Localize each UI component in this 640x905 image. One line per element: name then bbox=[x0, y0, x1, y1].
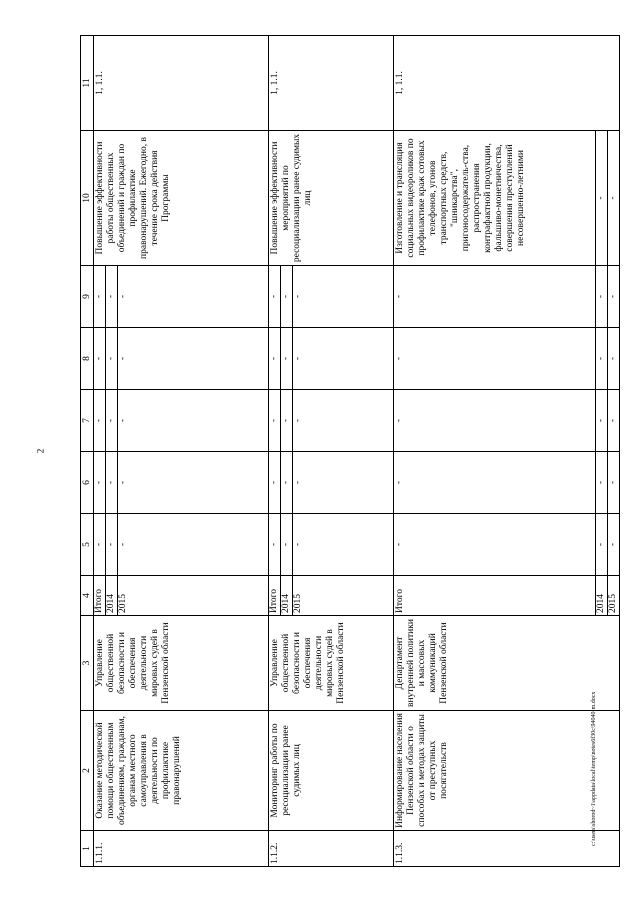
col-header-10: 10 bbox=[81, 131, 94, 266]
col-header-3: 3 bbox=[81, 616, 94, 711]
col-header-9: 9 bbox=[81, 266, 94, 328]
period-cell: Итого bbox=[395, 588, 405, 613]
value-cell: - bbox=[118, 480, 128, 485]
value-cell: - bbox=[293, 356, 303, 361]
table-row bbox=[94, 36, 269, 867]
value-cell: - bbox=[269, 390, 281, 451]
value-cell: - bbox=[394, 418, 404, 423]
value-cell: - bbox=[394, 356, 404, 361]
period-cell: 2014 bbox=[596, 576, 608, 615]
value-cell: - bbox=[106, 452, 118, 513]
expected-result: Повышение эффективности работы общественных объединений и граждан по профилактике правонарушений. Ежегодно, в течение срока действия Программы bbox=[94, 131, 269, 266]
expected-result: Повышение эффективности мероприятий по ресоциализации ранее судимых лиц bbox=[269, 131, 394, 266]
value-cell: - bbox=[94, 266, 106, 327]
value-cell: - bbox=[608, 356, 618, 361]
value-cell: - bbox=[596, 452, 608, 513]
rotated-table-sheet bbox=[80, 37, 620, 867]
value-cell: - bbox=[269, 452, 281, 513]
value-cell: - bbox=[596, 390, 608, 451]
value-cell: - bbox=[281, 452, 293, 513]
value-cell: - bbox=[596, 328, 608, 389]
value-cell: - bbox=[608, 418, 618, 423]
period-cell: 2014 bbox=[106, 576, 118, 615]
result-tail-cell: - bbox=[596, 131, 608, 265]
value-cell: - bbox=[94, 390, 106, 451]
value-cell: - bbox=[94, 514, 106, 575]
value-cell: - bbox=[106, 390, 118, 451]
value-cell: - bbox=[269, 514, 281, 575]
value-cell: - bbox=[596, 514, 608, 575]
value-cell: - bbox=[118, 418, 128, 423]
value-cell: - bbox=[608, 542, 618, 547]
period-cell: Итого bbox=[94, 576, 106, 615]
value-cell: - bbox=[281, 390, 293, 451]
executor: Управление общественной безопасности и обеспечения деятельности мировых судей в Пензенской области bbox=[94, 616, 269, 711]
value-cell: - bbox=[394, 294, 404, 299]
value-cell: - bbox=[293, 294, 303, 299]
value-cell: - bbox=[106, 266, 118, 327]
value-cell: - bbox=[106, 514, 118, 575]
page-number: 2 bbox=[35, 448, 46, 454]
period-cell: 2015 bbox=[118, 594, 128, 613]
col-header-11: 11 bbox=[81, 36, 94, 131]
footer-file-path: c:\users\shorod~1\appdata\local\temp\notes6f30c\94040-m.docx bbox=[591, 691, 597, 846]
program-activities-table bbox=[80, 35, 620, 867]
period-cell: Итого bbox=[269, 576, 281, 615]
activity-name: Оказание методической помощи общественным объединениям, гражданам, органам местного самоуправления в деятельности по профилактике правонарушений bbox=[94, 711, 269, 831]
table-row bbox=[394, 36, 620, 867]
expected-result: Изготовление и трансляция социальных видеороликов по профилактике краж сотовых телефонов, угонов транспортных средств, "шникарства", пригоносодержатель-ства, распространения контрафактной продукции, фальшиво-монетничества, совершения преступлений несовершенно-летними bbox=[395, 138, 526, 258]
col-header-5: 5 bbox=[81, 514, 94, 576]
col-header-6: 6 bbox=[81, 452, 94, 514]
period-cell: 2015 bbox=[608, 594, 618, 613]
value-cell: - bbox=[394, 542, 404, 547]
col-header-7: 7 bbox=[81, 390, 94, 452]
col-header-4: 4 bbox=[81, 576, 94, 616]
activity-name: Мониторинг работы по ресоциализации ранее судимых лиц bbox=[269, 711, 394, 831]
value-cell: - bbox=[394, 480, 404, 485]
value-cell: - bbox=[281, 266, 293, 327]
value-cell: - bbox=[269, 328, 281, 389]
value-cell: - bbox=[293, 480, 303, 485]
table-row bbox=[269, 36, 394, 867]
value-cell: - bbox=[269, 266, 281, 327]
value-cell: - bbox=[608, 480, 618, 485]
value-cell: - bbox=[106, 328, 118, 389]
value-cell: - bbox=[281, 514, 293, 575]
col-header-2: 2 bbox=[81, 711, 94, 831]
activity-name: Информирование населения Пензенской области о способах и методах защиты от преступных посягательств bbox=[394, 711, 620, 831]
col-header-1: 1 bbox=[81, 831, 94, 867]
indicator-ref: 1, 1.1. bbox=[94, 36, 269, 131]
value-cell: - bbox=[293, 542, 303, 547]
row-number: 1.1.1. bbox=[94, 831, 269, 867]
value-cell: - bbox=[94, 328, 106, 389]
col-header-8: 8 bbox=[81, 328, 94, 390]
value-cell: - bbox=[281, 328, 293, 389]
value-cell: - bbox=[118, 542, 128, 547]
value-cell: - bbox=[608, 294, 618, 299]
value-cell: - bbox=[118, 356, 128, 361]
executor: Департамент внутренней политики и массовых коммуникаций Пензенской области bbox=[394, 616, 620, 711]
indicator-ref: 1, 1.1. bbox=[269, 36, 394, 131]
result-tail-cell: - bbox=[608, 196, 618, 200]
period-cell: 2015 bbox=[293, 594, 303, 613]
indicator-ref: 1, 1.1. bbox=[394, 36, 620, 131]
executor: Управление общественной безопасности и обеспечения деятельности мировых судей в Пензенской области bbox=[269, 616, 394, 711]
value-cell: - bbox=[596, 266, 608, 327]
value-cell: - bbox=[94, 452, 106, 513]
value-cell: - bbox=[293, 418, 303, 423]
row-number: 1.1.3. bbox=[394, 831, 620, 867]
column-number-row bbox=[81, 36, 94, 867]
row-number: 1.1.2. bbox=[269, 831, 394, 867]
period-cell: 2014 bbox=[281, 576, 293, 615]
value-cell: - bbox=[118, 294, 128, 299]
